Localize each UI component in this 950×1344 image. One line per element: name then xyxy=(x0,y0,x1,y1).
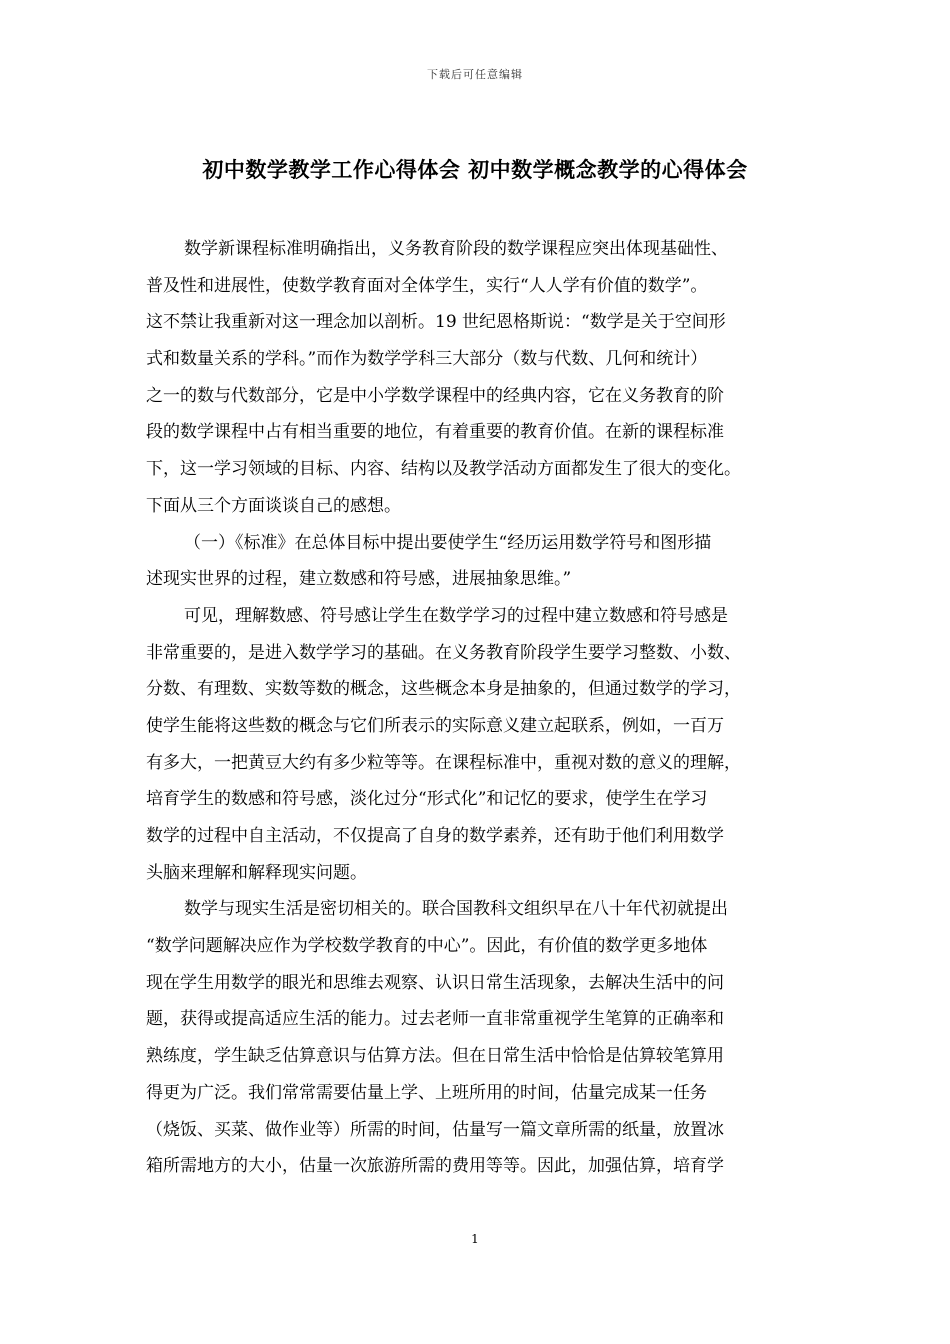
text-line: 非常重要的，是进入数学学习的基础。在义务教育阶段学生要学习整数、小数、 xyxy=(146,642,741,663)
text-line: 普及性和进展性，使数学教育面对全体学生，实行“人人学有价值的数学”。 xyxy=(146,275,708,296)
text-line: “数学问题解决应作为学校数学教育的中心”。因此，有价值的数学更多地体 xyxy=(146,936,708,957)
text-line: 头脑来理解和解释现实问题。 xyxy=(146,862,367,883)
text-line: 下面从三个方面谈谈自己的感想。 xyxy=(146,495,401,516)
text-line: 可见，理解数感、符号感让学生在数学学习的过程中建立数感和符号感是 xyxy=(184,605,728,626)
text-line: 述现实世界的过程，建立数感和符号感，进展抽象思维。” xyxy=(146,569,572,590)
text-line: 数学新课程标准明确指出，义务教育阶段的数学课程应突出体现基础性、 xyxy=(184,239,728,259)
text-line: 之一的数与代数部分，它是中小学数学课程中的经典内容，它在义务教育的阶 xyxy=(146,385,724,406)
text-line: 分数、有理数、实数等数的概念，这些概念本身是抽象的，但通过数学的学习， xyxy=(146,679,741,700)
text-line: 式和数量关系的学科。”而作为数学学科三大部分（数与代数、几何和统计） xyxy=(146,349,708,370)
text-line: 培育学生的数感和符号感，淡化过分“形式化”和记忆的要求，使学生在学习 xyxy=(146,789,708,810)
page-number: 1 xyxy=(471,1232,479,1246)
document-body xyxy=(146,231,822,1185)
text-line: 数学与现实生活是密切相关的。联合国教科文组织早在八十年代初就提出 xyxy=(184,899,728,920)
text-line: 这不禁让我重新对这一理念加以剖析。19 世纪恩格斯说：“数学是关于空间形 xyxy=(146,312,726,333)
text-line: 使学生能将这些数的概念与它们所表示的实际意义建立起联系，例如，一百万 xyxy=(146,715,724,736)
text-line: 段的数学课程中占有相当重要的地位，有着重要的教育价值。在新的课程标准 xyxy=(146,422,724,443)
text-line: 得更为广泛。我们常常需要估量上学、上班所用的时间，估量完成某一任务 xyxy=(146,1082,707,1103)
text-line: （一）《标准》在总体目标中提出要使学生“经历运用数学符号和图形描 xyxy=(184,532,712,553)
text-line: 题，获得或提高适应生活的能力。过去老师一直非常重视学生笔算的正确率和 xyxy=(146,1009,724,1030)
text-line: （烧饭、买菜、做作业等）所需的时间，估量写一篇文章所需的纸量，放置冰 xyxy=(146,1119,724,1140)
header-note: 下载后可任意编辑 xyxy=(427,68,523,81)
text-line: 数学的过程中自主活动，不仅提高了自身的数学素养，还有助于他们利用数学 xyxy=(146,826,724,846)
text-line: 箱所需地方的大小，估量一次旅游所需的费用等等。因此，加强估算，培育学 xyxy=(146,1156,724,1177)
document-title: 初中数学教学工作心得体会 初中数学概念教学的心得体会 xyxy=(202,157,748,182)
text-line: 现在学生用数学的眼光和思维去观察、认识日常生活现象，去解决生活中的问 xyxy=(146,972,724,993)
text-line: 熟练度，学生缺乏估算意识与估算方法。但在日常生活中恰恰是估算较笔算用 xyxy=(146,1046,724,1067)
text-line: 下，这一学习领域的目标、内容、结构以及教学活动方面都发生了很大的变化。 xyxy=(146,459,741,480)
text-line: 有多大，一把黄豆大约有多少粒等等。在课程标准中，重视对数的意义的理解， xyxy=(146,752,741,773)
